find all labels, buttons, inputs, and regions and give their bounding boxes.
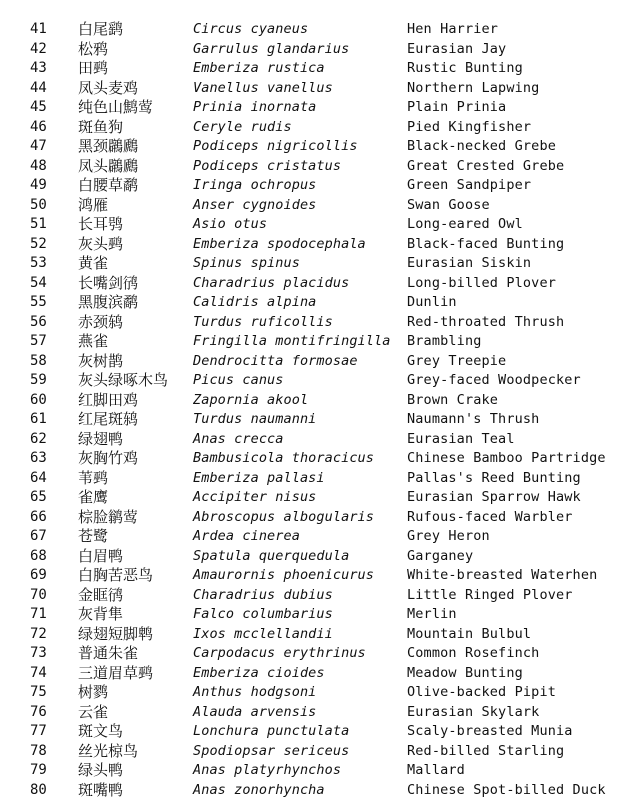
chinese-name: 苇鹀 [78,468,109,487]
english-name: Grey Heron [407,528,490,544]
table-row [0,293,621,313]
row-number: 42 [30,40,47,57]
chinese-name: 丝光椋鸟 [78,741,139,760]
scientific-name: Emberiza spodocephala [193,235,366,252]
table-row [0,761,621,781]
scientific-name: Emberiza rustica [193,60,325,76]
table-row [0,586,621,606]
table-row [0,449,621,469]
scientific-name: Turdus ruficollis [193,313,333,330]
chinese-name: 灰背隼 [78,605,124,623]
chinese-name: 长耳鸮 [78,215,124,233]
row-number: 62 [30,430,47,447]
chinese-name: 斑文鸟 [78,722,124,740]
english-name: Naumann's Thrush [407,411,540,427]
chinese-name: 纯色山鹪莺 [78,98,154,116]
table-row [0,527,621,547]
row-number: 69 [30,567,47,583]
table-row [0,508,621,528]
row-number: 72 [30,625,47,642]
scientific-name: Charadrius dubius [193,586,333,603]
row-number: 56 [30,313,47,330]
chinese-name: 鸿雁 [78,195,109,214]
table-row [0,605,621,625]
row-number: 71 [30,606,47,622]
english-name: Garganey [407,547,474,564]
row-number: 74 [30,664,47,681]
chinese-name: 苍鹭 [78,527,109,545]
row-number: 41 [30,21,47,37]
row-number: 78 [30,742,47,759]
chinese-name: 黑颈鸊鷉 [78,137,139,155]
scientific-name: Anthus hodgsoni [193,684,317,700]
row-number: 68 [30,547,47,564]
chinese-name: 凤头麦鸡 [78,78,139,97]
table-row [0,98,621,118]
scientific-name: Spinus spinus [193,255,300,271]
scientific-name: Emberiza cioides [193,664,325,681]
chinese-name: 白眉鸭 [78,546,124,565]
scientific-name: Spodiopsar sericeus [193,742,350,759]
chinese-name: 黄雀 [78,254,109,272]
table-row [0,176,621,196]
row-number: 52 [30,235,47,252]
english-name: Dunlin [407,294,457,310]
row-number: 70 [30,586,47,603]
chinese-name: 白腰草鹬 [78,176,139,194]
row-number: 65 [30,489,47,505]
table-row [0,781,621,801]
chinese-name: 灰树鹊 [78,351,124,370]
row-number: 80 [30,781,47,798]
english-name: Long-eared Owl [407,216,523,232]
scientific-name: Calidris alpina [193,294,317,310]
english-name: Chinese Bamboo Partridge [407,450,606,466]
table-row [0,703,621,723]
chinese-name: 黑腹滨鹬 [78,293,139,311]
english-name: Mountain Bulbul [407,625,532,642]
english-name: Pied Kingfisher [407,118,532,135]
scientific-name: Abroscopus albogularis [193,508,375,525]
chinese-name: 棕脸鹟莺 [78,507,139,526]
scientific-name: Prinia inornata [193,99,317,115]
english-name: Eurasian Sparrow Hawk [407,489,581,505]
table-row [0,20,621,40]
table-row [0,722,621,742]
scientific-name: Asio otus [193,216,268,232]
english-name: Black-necked Grebe [407,138,556,154]
chinese-name: 灰头鹀 [78,234,124,253]
scientific-name: Picus canus [193,372,284,388]
english-name: Brown Crake [407,391,499,408]
scientific-name: Anas zonorhyncha [193,781,325,798]
row-number: 53 [30,255,47,271]
english-name: Pallas's Reed Bunting [407,469,581,486]
table-row [0,40,621,60]
row-number: 44 [30,79,47,96]
english-name: Green Sandpiper [407,177,532,193]
table-row [0,352,621,372]
species-table [0,20,621,800]
row-number: 49 [30,177,47,193]
row-number: 46 [30,118,47,135]
table-row [0,254,621,274]
scientific-name: Lonchura punctulata [193,723,350,739]
english-name: Red-throated Thrush [407,313,565,330]
row-number: 45 [30,99,47,115]
table-row [0,215,621,235]
row-number: 55 [30,294,47,310]
scientific-name: Zapornia akool [193,391,309,408]
row-number: 57 [30,333,47,349]
row-number: 58 [30,352,47,369]
chinese-name: 普通朱雀 [78,644,139,662]
row-number: 47 [30,138,47,154]
scientific-name: Anas platyrhynchos [193,762,342,778]
scientific-name: Emberiza pallasi [193,469,325,486]
english-name: Plain Prinia [407,99,507,115]
table-row [0,488,621,508]
row-number: 43 [30,60,47,76]
english-name: Grey-faced Woodpecker [407,372,581,388]
chinese-name: 白尾鹞 [78,20,124,38]
row-number: 54 [30,274,47,291]
chinese-name: 三道眉草鹀 [78,663,154,682]
chinese-name: 松鸦 [78,39,109,58]
chinese-name: 斑嘴鸭 [78,780,124,799]
english-name: Eurasian Siskin [407,255,532,271]
scientific-name: Anser cygnoides [193,196,317,213]
table-row [0,742,621,762]
english-name: Long-billed Plover [407,274,556,291]
scientific-name: Podiceps cristatus [193,157,342,174]
table-row [0,410,621,430]
scientific-name: Falco columbarius [193,606,333,622]
chinese-name: 田鹀 [78,59,109,77]
table-row [0,235,621,255]
english-name: Olive-backed Pipit [407,684,556,700]
scientific-name: Bambusicola thoracicus [193,450,375,466]
scientific-name: Iringa ochropus [193,177,317,193]
english-name: Common Rosefinch [407,645,540,661]
english-name: Hen Harrier [407,21,499,37]
table-row [0,625,621,645]
chinese-name: 绿翅鸭 [78,429,124,448]
chinese-name: 绿头鸭 [78,761,124,779]
english-name: Eurasian Teal [407,430,515,447]
english-name: Brambling [407,333,482,349]
english-name: White-breasted Waterhen [407,567,598,583]
scientific-name: Dendrocitta formosae [193,352,358,369]
english-name: Meadow Bunting [407,664,523,681]
scientific-name: Charadrius placidus [193,274,350,291]
chinese-name: 红脚田鸡 [78,390,139,409]
table-row [0,430,621,450]
table-row [0,683,621,703]
chinese-name: 凤头鸊鷉 [78,156,139,175]
scientific-name: Fringilla montifringilla [193,333,391,349]
table-row [0,196,621,216]
chinese-name: 红尾斑鸫 [78,410,139,428]
scientific-name: Alauda arvensis [193,703,317,720]
table-row [0,79,621,99]
scientific-name: Ceryle rudis [193,118,292,135]
chinese-name: 绿翅短脚鹎 [78,624,154,643]
chinese-name: 灰头绿啄木鸟 [78,371,169,389]
row-number: 60 [30,391,47,408]
row-number: 64 [30,469,47,486]
row-number: 67 [30,528,47,544]
table-row [0,371,621,391]
chinese-name: 赤颈鸫 [78,312,124,331]
english-name: Great Crested Grebe [407,157,565,174]
table-row [0,566,621,586]
table-row [0,469,621,489]
chinese-name: 白胸苦恶鸟 [78,566,154,584]
english-name: Rufous-faced Warbler [407,508,573,525]
scientific-name: Podiceps nigricollis [193,138,358,154]
chinese-name: 金眶鸻 [78,585,124,604]
english-name: Merlin [407,606,457,622]
scientific-name: Circus cyaneus [193,21,309,37]
chinese-name: 云雀 [78,702,109,721]
scientific-name: Amaurornis phoenicurus [193,567,375,583]
chinese-name: 雀鹰 [78,488,109,506]
english-name: Scaly-breasted Munia [407,723,573,739]
row-number: 66 [30,508,47,525]
table-row [0,313,621,333]
chinese-name: 灰胸竹鸡 [78,449,139,467]
row-number: 61 [30,411,47,427]
table-row [0,137,621,157]
row-number: 50 [30,196,47,213]
row-number: 63 [30,450,47,466]
row-number: 77 [30,723,47,739]
table-row [0,118,621,138]
english-name: Rustic Bunting [407,60,523,76]
row-number: 59 [30,372,47,388]
table-row [0,391,621,411]
table-row [0,157,621,177]
english-name: Black-faced Bunting [407,235,565,252]
scientific-name: Ardea cinerea [193,528,300,544]
scientific-name: Carpodacus erythrinus [193,645,366,661]
scientific-name: Turdus naumanni [193,411,317,427]
english-name: Eurasian Skylark [407,703,540,720]
english-name: Grey Treepie [407,352,507,369]
english-name: Swan Goose [407,196,490,213]
chinese-name: 长嘴剑鸻 [78,273,139,292]
chinese-name: 树鹨 [78,683,109,701]
table-row [0,547,621,567]
english-name: Little Ringed Plover [407,586,573,603]
scientific-name: Ixos mcclellandii [193,625,333,642]
english-name: Northern Lapwing [407,79,540,96]
scientific-name: Vanellus vanellus [193,79,333,96]
table-row [0,644,621,664]
scientific-name: Anas crecca [193,430,284,447]
english-name: Red-billed Starling [407,742,565,759]
table-row [0,59,621,79]
scientific-name: Garrulus glandarius [193,40,350,57]
chinese-name: 斑鱼狗 [78,117,124,136]
english-name: Mallard [407,762,465,778]
chinese-name: 燕雀 [78,332,109,350]
table-row [0,332,621,352]
row-number: 75 [30,684,47,700]
scientific-name: Accipiter nisus [193,489,317,505]
row-number: 51 [30,216,47,232]
row-number: 76 [30,703,47,720]
row-number: 48 [30,157,47,174]
row-number: 73 [30,645,47,661]
scientific-name: Spatula querquedula [193,547,350,564]
table-row [0,274,621,294]
english-name: Eurasian Jay [407,40,507,57]
english-name: Chinese Spot-billed Duck [407,781,606,798]
row-number: 79 [30,762,47,778]
table-row [0,664,621,684]
